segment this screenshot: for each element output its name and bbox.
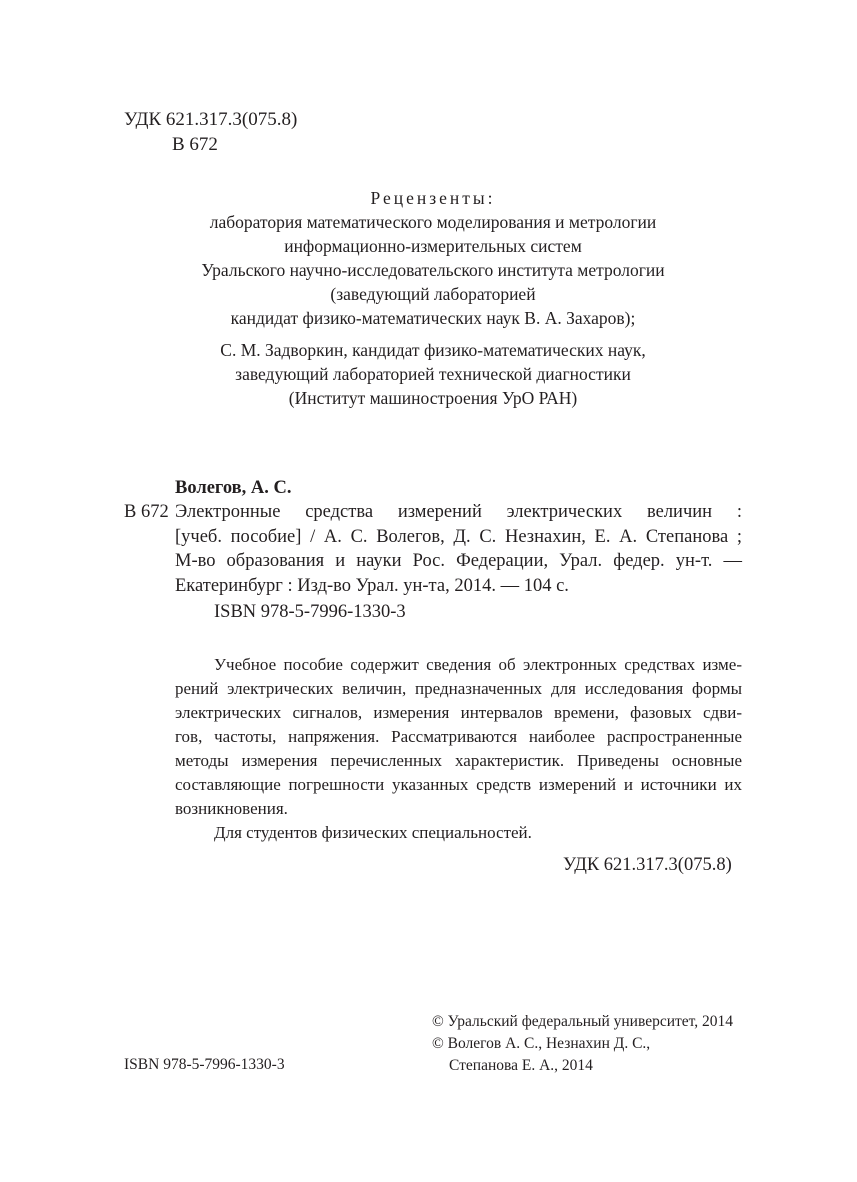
reviewer-line: информационно-измерительных систем xyxy=(284,236,582,256)
abstract-line: составляющие погрешности указанных средств измерений и источники их xyxy=(175,775,742,794)
author-code: В 672 xyxy=(172,134,218,155)
abstract-line: гов, частоты, напряжения. Рассматриваются наиболее распространенные xyxy=(175,727,742,746)
reviewer-line: С. М. Задворкин, кандидат физико-математических наук, xyxy=(220,340,646,360)
reviewer-line: лаборатория математического моделирования и метрологии xyxy=(209,212,657,232)
abstract-line: Учебное пособие содержит сведения об электронных средствах изме- xyxy=(214,655,742,674)
bib-line: [учеб. пособие] / А. С. Волегов, Д. С. Незнахин, Е. А. Степанова ; xyxy=(175,526,742,547)
abstract-line: возникновения. xyxy=(175,799,288,818)
reviewers-title: Рецензенты: xyxy=(370,188,496,208)
bib-isbn: ISBN 978-5-7996-1330-3 xyxy=(214,602,406,622)
bib-author: Волегов, А. С. xyxy=(175,478,292,498)
reviewers-block xyxy=(125,186,741,410)
reviewer-line: заведующий лабораторией технической диагностики xyxy=(235,364,631,384)
abstract-audience: Для студентов физических специальностей. xyxy=(214,823,532,842)
reviewer-line: (заведующий лабораторией xyxy=(330,284,536,304)
reviewer-line: кандидат физико-математических наук В. А. Захаров); xyxy=(230,308,636,328)
udk-footer: УДК 621.317.3(075.8) xyxy=(563,855,732,875)
copyright-line: © Волегов А. С., Незнахин Д. С., xyxy=(432,1035,651,1052)
isbn-footer: ISBN 978-5-7996-1330-3 xyxy=(124,1056,285,1073)
bib-code: В 672 xyxy=(124,502,169,522)
abstract-line: электрических сигналов, измерения интервалов времени, фазовых сдви- xyxy=(175,703,742,722)
bib-line: М-во образования и науки Рос. Федерации, Урал. федер. ун-т. — xyxy=(175,551,742,571)
udk-header: УДК 621.317.3(075.8) xyxy=(124,109,298,130)
reviewer-line: Уральского научно-исследовательского института метрологии xyxy=(201,260,665,280)
reviewer-line: (Институт машиностроения УрО РАН) xyxy=(288,388,578,408)
copyright-line: Степанова Е. А., 2014 xyxy=(449,1057,593,1074)
abstract-line: рений электрических величин, предназначенных для исследования формы xyxy=(175,679,742,698)
bib-description xyxy=(175,500,742,598)
bib-line: Электронные средства измерений электрических величин : xyxy=(175,502,742,522)
copyright-block xyxy=(432,1011,733,1077)
abstract-line: методы измерения перечисленных характеристик. Приведены основные xyxy=(175,751,742,770)
abstract xyxy=(175,653,742,845)
copyright-line: © Уральский федеральный университет, 2014 xyxy=(432,1013,734,1030)
bib-line: Екатеринбург : Изд-во Урал. ун-та, 2014. — 104 с. xyxy=(175,575,569,596)
